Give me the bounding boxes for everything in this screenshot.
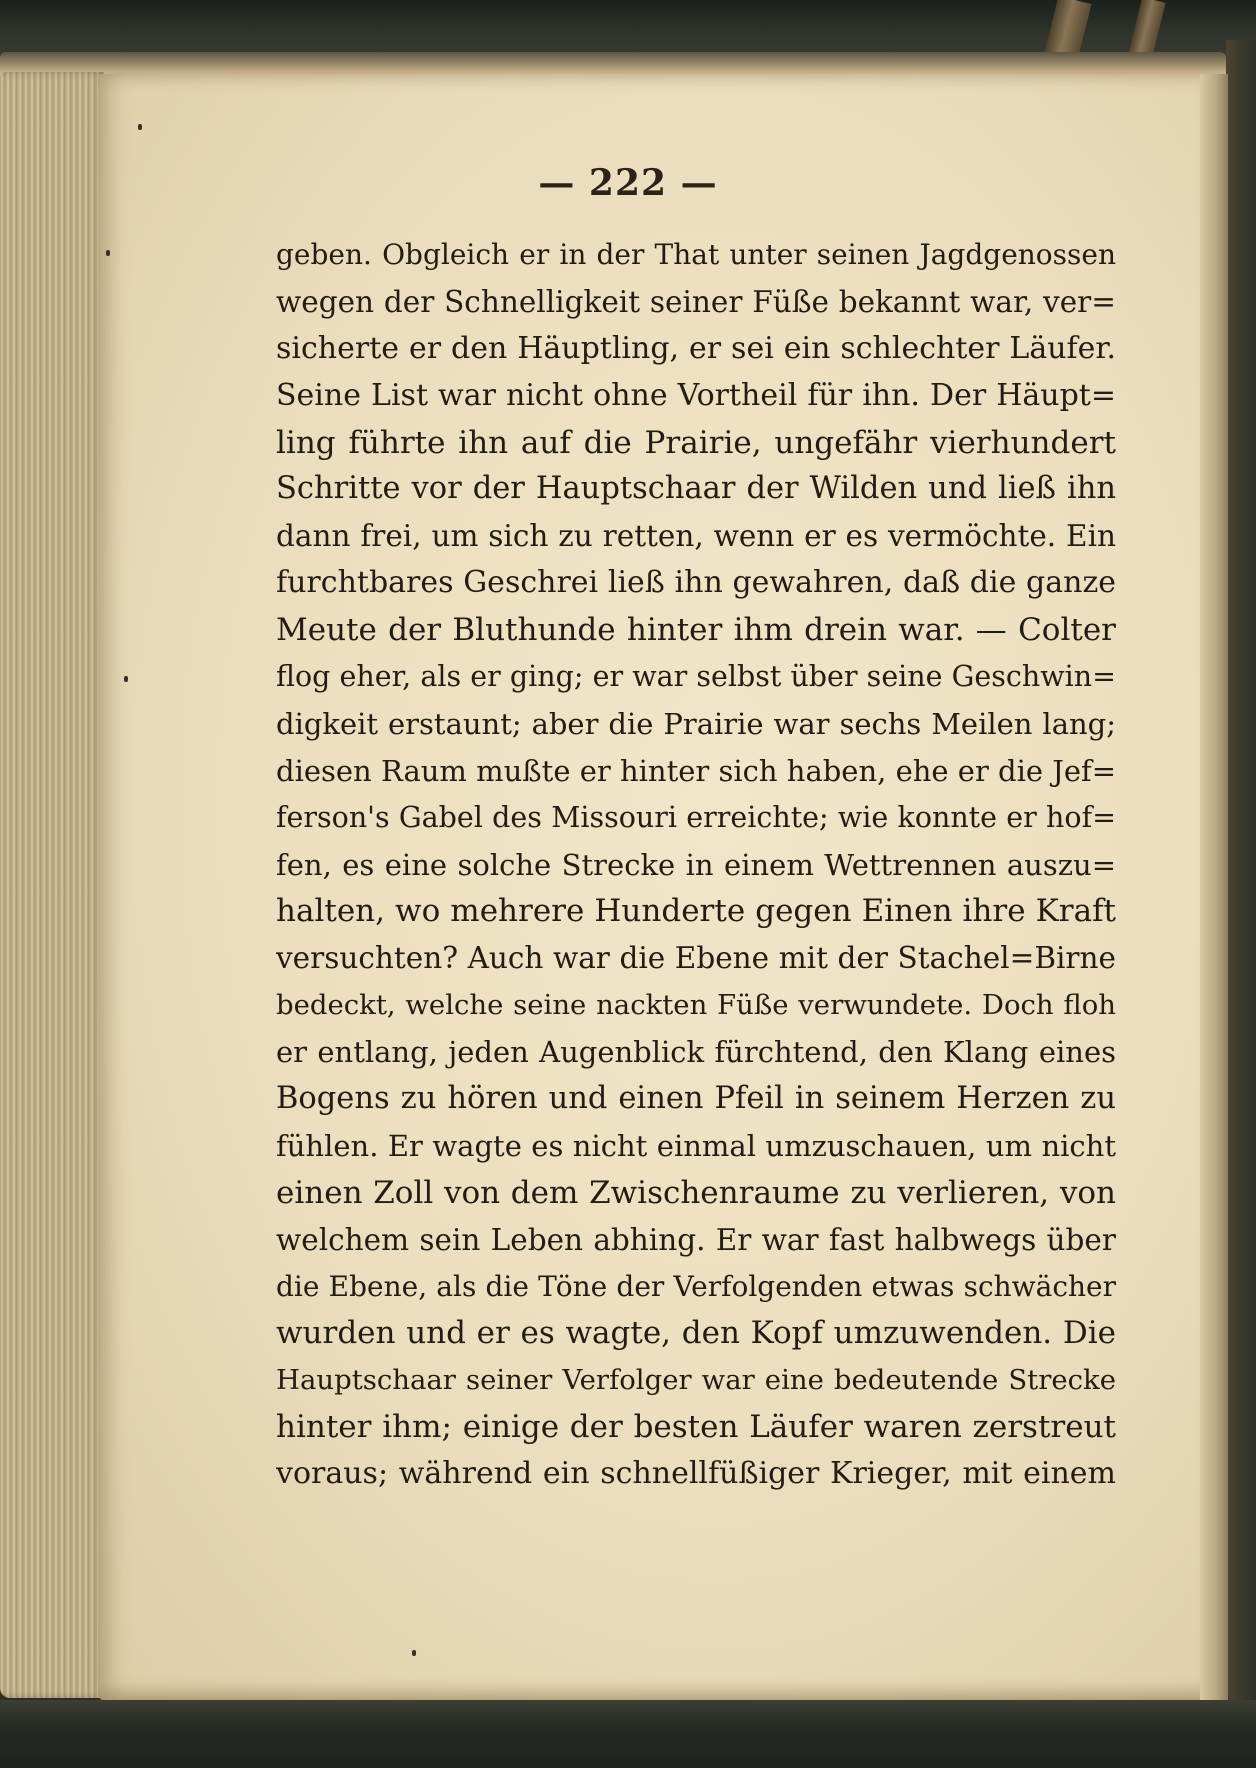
ink-speck bbox=[124, 676, 128, 682]
text-line: fen, es eine solche Strecke in einem Wettrennen auszu= bbox=[276, 847, 1116, 882]
page-number: — 222 — bbox=[538, 162, 718, 204]
background-bottom bbox=[0, 1700, 1256, 1768]
text-line: die Ebene, als die Töne der Verfolgenden etwas schwächer bbox=[276, 1269, 1116, 1303]
text-line: einen Zoll von dem Zwischenraume zu verlieren, von bbox=[276, 1174, 1116, 1211]
page-right-edge bbox=[1200, 74, 1228, 1700]
text-line: welchem sein Leben abhing. Er war fast halbwegs über bbox=[276, 1222, 1116, 1257]
text-line: Meute der Bluthunde hinter ihm drein war. — Colter bbox=[276, 612, 1116, 649]
text-line: dann frei, um sich zu retten, wenn er es vermöchte. Ein bbox=[276, 519, 1116, 554]
text-line: sicherte er den Häuptling, er sei ein schlechter Läufer. bbox=[276, 330, 1116, 366]
text-line: fühlen. Er wagte es nicht einmal umzuschauen, um nicht bbox=[276, 1128, 1116, 1163]
text-line: diesen Raum mußte er hinter sich haben, ehe er die Jef= bbox=[276, 753, 1116, 788]
ink-speck bbox=[138, 124, 142, 130]
text-line: wegen der Schnelligkeit seiner Füße bekannt war, ver= bbox=[276, 284, 1116, 319]
text-line: halten, wo mehrere Hunderte gegen Einen ihre Kraft bbox=[276, 893, 1116, 930]
text-line: digkeit erstaunt; aber die Prairie war sechs Meilen lang; bbox=[276, 706, 1116, 741]
page-stack-left-edge bbox=[0, 72, 104, 1698]
text-line: geben. Obgleich er in der That unter seinen Jagdgenossen bbox=[276, 238, 1116, 271]
text-line: er entlang, jeden Augenblick fürchtend, den Klang eines bbox=[276, 1035, 1116, 1070]
text-line: hinter ihm; einige der besten Läufer waren zerstreut bbox=[276, 1409, 1116, 1446]
text-line: wurden und er es wagte, den Kopf umzuwenden. Die bbox=[276, 1315, 1116, 1352]
text-line: Hauptschaar seiner Verfolger war eine bedeutende Strecke bbox=[276, 1364, 1116, 1397]
text-line: flog eher, als er ging; er war selbst über seine Geschwin= bbox=[276, 660, 1116, 694]
text-line: Schritte vor der Hauptschaar der Wilden und ließ ihn bbox=[276, 471, 1116, 507]
text-line: Bogens zu hören und einen Pfeil in seinem Herzen zu bbox=[276, 1081, 1116, 1117]
text-line: voraus; während ein schnellfüßiger Krieger, mit einem bbox=[276, 1456, 1116, 1492]
text-line: versuchten? Auch war die Ebene mit der Stachel=Birne bbox=[276, 941, 1116, 976]
background-right bbox=[1226, 40, 1256, 1720]
text-line: furchtbares Geschrei ließ ihn gewahren, daß die ganze bbox=[276, 565, 1116, 601]
text-line: Seine List war nicht ohne Vortheil für ihn. Der Häupt= bbox=[276, 377, 1116, 413]
text-line: ling führte ihn auf die Prairie, ungefähr vierhundert bbox=[276, 424, 1116, 461]
ink-speck bbox=[106, 250, 110, 256]
text-line: ferson's Gabel des Missouri erreichte; wie konnte er hof= bbox=[276, 800, 1116, 834]
body-text bbox=[276, 232, 1116, 1498]
ink-speck bbox=[412, 1650, 416, 1656]
text-line: bedeckt, welche seine nackten Füße verwundete. Doch floh bbox=[276, 989, 1116, 1022]
